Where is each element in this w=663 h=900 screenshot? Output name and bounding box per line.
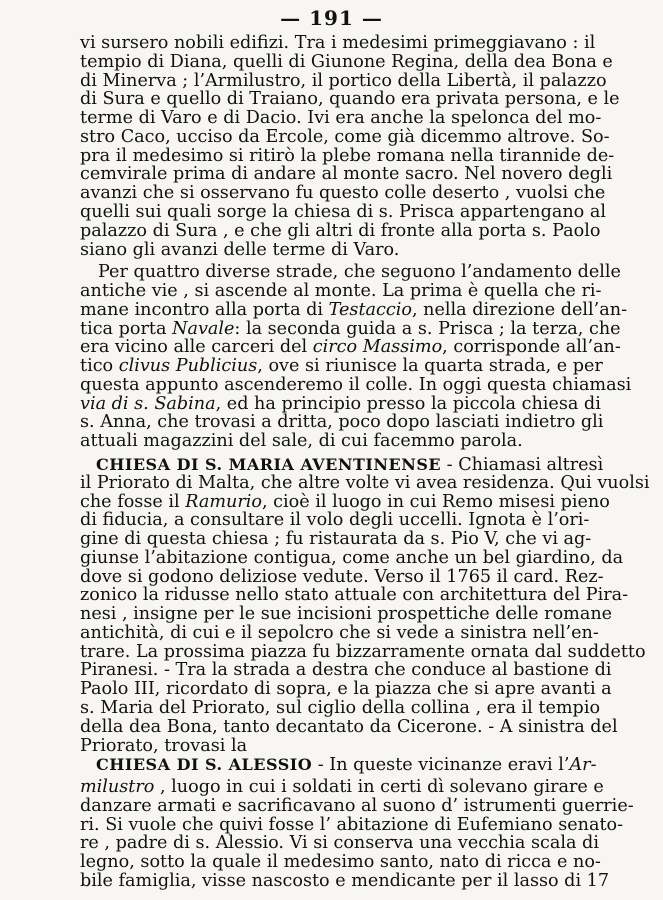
text-run: , cioè il luogo in cui Remo misesi pieno [262,492,610,512]
italic-term: clivus Publicius [118,356,258,376]
text-line: Piranesi. - Tra la strada a destra che conduce al bastione di [80,660,612,680]
text-line: stro Caco, ucciso da Ercole, come già dicemmo altrove. So- [80,127,610,147]
text-line: s. Anna, che trovasi a dritta, poco dopo lasciati indietro gli [80,412,604,432]
italic-term: circo Massimo [312,337,443,357]
text-line: antichità, di cui e il sepolcro che si vede a sinistra nell’en- [80,623,599,643]
text-run: - Chiamasi altresì [441,455,604,475]
text-line [80,356,603,376]
italic-term: Navale [172,319,235,339]
italic-term: Testaccio [328,300,412,320]
text-line: gine di questa chiesa ; fu ristaurata da s. Pio V, che vi ag- [80,529,592,549]
text-line [80,337,621,357]
text-line: antiche vie , si ascende al monte. La prima è quella che ri- [80,281,602,301]
text-line: zonico la ridusse nello stato attuale con architettura del Pira- [80,585,629,605]
text-line [80,777,604,797]
text-line: di Minerva ; l’Armilustro, il portico della Libertà, il palazzo [80,71,607,91]
italic-term: Ar- [569,755,597,775]
text-line: palazzo di Sura , e che gli altri di fronte alla porta s. Paolo [80,221,601,241]
text-run: tica porta [80,319,173,339]
text-line: di fiducia, a consultare il volo degli uccelli. Ignota è l’ori- [80,510,590,530]
text-line: pra il medesimo si ritirò la plebe romana nella tirannide de- [80,146,615,166]
section-heading: CHIESA DI S. MARIA AVENTINENSE [96,455,442,474]
text-run: , nella direzione dell’an- [411,300,628,320]
text-line: quelli sui quali sorge la chiesa di s. Prisca appartengano al [80,202,606,222]
text-run: - In queste vicinanze eravi l’ [312,755,570,775]
text-line: re , padre di s. Alessio. Vi si conserva una vecchia scala di [80,833,599,853]
text-line: dove si godono deliziose vedute. Verso il 1765 il card. Rez- [80,567,604,587]
text-line: giunse l’abitazione contigua, come anche un bel giardino, da [80,548,624,568]
text-line: tempio di Diana, quelli di Giunone Regina, della dea Bona e [80,52,613,72]
text-run: , corrisponde all’an- [442,337,621,357]
text-line: questa appunto ascenderemo il colle. In oggi questa chiamasi [80,375,632,395]
text-line: danzare armati e sacrificavano al suono d’ istrumenti guerrie- [80,796,634,816]
text-line: s. Maria del Priorato, sul ciglio della collina , era il tempio [80,698,601,718]
italic-term: via di s. Sabina [80,394,216,414]
text-line: Paolo III, ricordato di sopra, e la piazza che si apre avanti a [80,679,612,699]
text-line: il Priorato di Malta, che altre volte vi avea residenza. Qui vuolsi [80,473,650,493]
text-run: era vicino alle carceri del [80,337,313,357]
text-run: , ed ha principio presso la piccola chiesa di [215,394,601,414]
text-line: di Sura e quello di Traiano, quando era privata persona, e le [80,89,620,109]
text-line: cemvirale prima di andare al monte sacro. Nel novero degli [80,164,613,184]
text-line: bile famiglia, visse nascosto e mendicante per il lasso di 17 [80,871,610,891]
italic-term: milustro [80,777,155,797]
text-run: : la seconda guida a s. Prisca ; la terza, che [234,319,621,339]
text-line: terme di Varo e di Dacio. Ivi era anche la spelonca del mo- [80,108,602,128]
text-run: , ove si riunisce la quarta strada, e per [257,356,603,376]
text-line: Priorato, trovasi la [80,736,248,756]
italic-term: Ramurio [185,492,262,512]
text-line: legno, sotto la quale il medesimo santo, nato di ricca e no- [80,852,601,872]
text-line: trare. La prossima piazza fu bizzarramente ornata dal suddetto [80,642,646,662]
text-line: attuali magazzini del sale, di cui facemmo parola. [80,431,523,451]
text-line: della dea Bona, tanto decantato da Cicerone. - A sinistra del [80,717,618,737]
text-line [80,300,628,320]
text-line [96,755,597,775]
text-line [96,455,604,475]
text-run: tico [80,356,119,376]
text-run: che fosse il [80,492,186,512]
text-line: nesi , insigne per le sue incisioni prospettiche delle romane [80,604,613,624]
text-line: siano gli avanzi delle terme di Varo. [80,240,400,260]
text-line: vi sursero nobili edifizi. Tra i medesimi primeggiavano : il [80,33,596,53]
text-line: ri. Si vuole che quivi fosse l’ abitazione di Eufemiano senato- [80,815,624,835]
text-run: mane incontro alla porta di [80,300,329,320]
text-run: , luogo in cui i soldati in certi dì solevano girare e [154,777,604,797]
text-line: Per quattro diverse strade, che seguono l’andamento delle [98,262,621,282]
section-heading: CHIESA DI S. ALESSIO [96,755,313,774]
text-line: avanzi che si osservano fu questo colle deserto , vuolsi che [80,183,606,203]
page-number: — 191 — [280,6,383,30]
